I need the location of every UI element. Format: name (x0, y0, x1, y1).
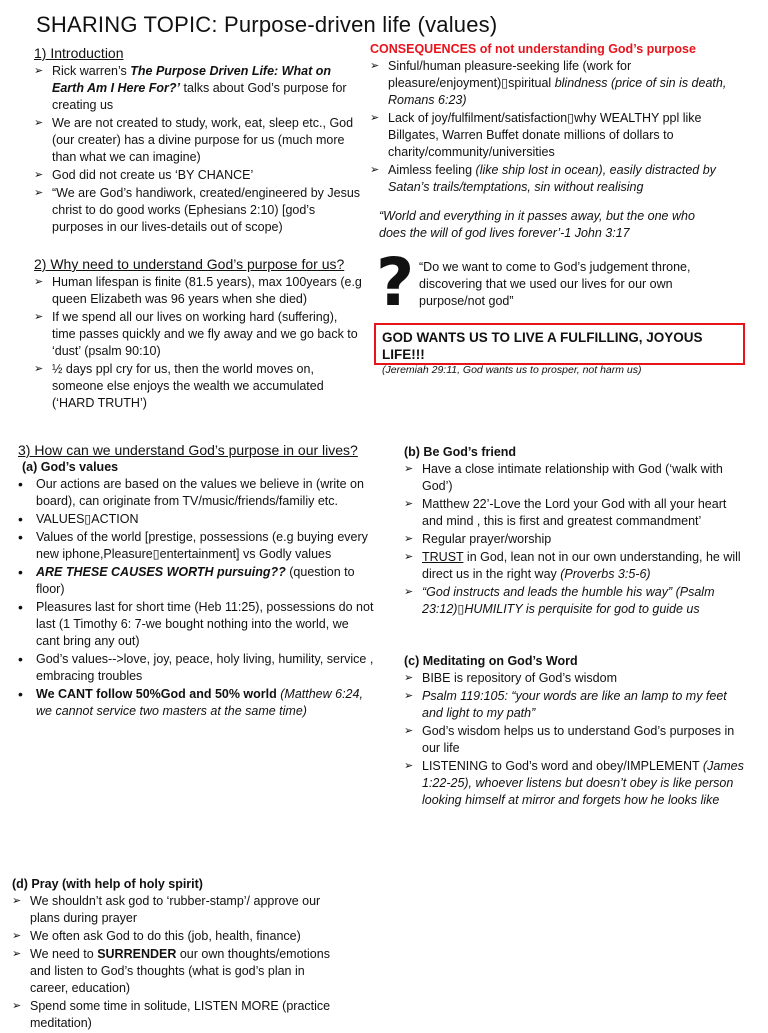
intro-heading: 1) Introduction (34, 45, 124, 61)
bullet-dot-icon: • (18, 564, 23, 580)
judgement-text: “Do we want to come to God’s judgement throne, discovering that we used our lives for our own purpose/not god” (419, 260, 691, 308)
intro-section (34, 45, 364, 237)
arrow-bullet-icon: ➢ (404, 463, 414, 475)
arrow-bullet-icon: ➢ (370, 112, 380, 124)
list-item: ➢ Matthew 22’-Love the Lord your God with all your heart and mind , this is first and greatest commandment’ (404, 497, 727, 528)
arrow-bullet-icon: ➢ (34, 311, 44, 323)
list-item: ➢ God’s wisdom helps us to understand God’s purposes in our life (404, 724, 735, 755)
john-quote: “World and everything in it passes away, but the one who does the will of god lives forever’-1 John 3:17 (379, 209, 695, 240)
bullet-dot-icon: • (18, 476, 23, 492)
arrow-bullet-icon: ➢ (12, 1000, 22, 1012)
pray-section (12, 877, 332, 1033)
pray-list (12, 893, 332, 1032)
list-item: ➢ Psalm 119:105: “your words are like an lamp to my feet and light to my path” (404, 689, 727, 720)
list-item: ➢ Have a close intimate relationship with God (‘walk with God’) (404, 462, 723, 493)
word-list (404, 670, 750, 809)
arrow-bullet-icon: ➢ (34, 169, 44, 181)
bullet-dot-icon: • (18, 599, 23, 615)
intro-list (34, 63, 364, 236)
arrow-bullet-icon: ➢ (404, 725, 414, 737)
arrow-bullet-icon: ➢ (404, 551, 414, 563)
arrow-bullet-icon: ➢ (404, 533, 414, 545)
why-list (34, 274, 364, 412)
list-item: ➢ “We are God’s handiwork, created/engineered by Jesus christ to do good works (Ephesians 2:10) [god’s purposes in our lives-details out of scope) (34, 186, 361, 234)
callout-sub: (Jeremiah 29:11, God wants us to prosper, not harm us) (382, 364, 642, 376)
list-item: ➢ We are not created to study, work, eat, sleep etc., God (our creater) has a divine purpose for us (much more than what we can imagine) (34, 116, 354, 164)
bullet-dot-icon: • (18, 529, 23, 545)
arrow-bullet-icon: ➢ (370, 60, 380, 72)
list-item: ➢ Human lifespan is finite (81.5 years), max 100years (e.g queen Elizabeth was 96 years when she died) (34, 275, 362, 306)
list-item: • We CANT follow 50%God and 50% world (Matthew 6:24, we cannot service two masters at the same time) (18, 686, 363, 718)
list-item: ➢ We need to SURRENDER our own thoughts/emotions and listen to God’s thoughts (what is god’s plan in career, education) (12, 947, 330, 995)
why-heading: 2) Why need to understand God’s purpose for us? (34, 256, 345, 272)
arrow-bullet-icon: ➢ (34, 276, 44, 288)
consequences-section (370, 42, 752, 242)
arrow-bullet-icon: ➢ (34, 65, 44, 77)
bullet-dot-icon: • (18, 511, 23, 527)
pray-heading: (d) Pray (with help of holy spirit) (12, 877, 203, 891)
callout-box (374, 323, 745, 376)
list-item: ➢ Spend some time in solitude, LISTEN MORE (practice meditation) (12, 999, 331, 1030)
list-item: • Our actions are based on the values we believe in (write on board), can originate from TV/music/friends/familiy etc. (18, 476, 364, 508)
friend-list (404, 461, 750, 618)
list-item: ➢ Rick warren’s The Purpose Driven Life: What on Earth Am I Here For?’ talks about God’s purpose for creating us (34, 64, 347, 112)
bullet-dot-icon: • (18, 686, 23, 702)
arrow-bullet-icon: ➢ (34, 117, 44, 129)
values-heading: (a) God’s values (22, 460, 119, 474)
list-item: • Pleasures last for short time (Heb 11:25), possessions do not last (1 Timothy 6: 7-we bought nothing into the world, we cant bring any out) (18, 599, 374, 648)
page-title: SHARING TOPIC: Purpose-driven life (values) (36, 12, 498, 37)
list-item: ➢ We shouldn’t ask god to ‘rubber-stamp’/ approve our plans during prayer (12, 894, 321, 925)
list-item: ➢ We often ask God to do this (job, health, finance) (12, 929, 301, 943)
list-item: ➢ God did not create us ‘BY CHANCE’ (34, 168, 254, 182)
callout-headline: GOD WANTS US TO LIVE A FULFILLING, JOYOUS LIFE!!! (382, 330, 703, 362)
arrow-bullet-icon: ➢ (404, 586, 414, 598)
arrow-bullet-icon: ➢ (404, 690, 414, 702)
consequences-heading: CONSEQUENCES of not understanding God’s purpose (370, 42, 696, 56)
list-item: ➢ LISTENING to God’s word and obey/IMPLEMENT (James 1:22-25), whoever listens but doesn’t obey is like person looking himself at mirror and forgets how he looks like (404, 759, 744, 807)
list-item: ➢ Sinful/human pleasure-seeking life (work for pleasure/enjoyment)▯spiritual blindness (price of sin is death, Romans 6:23) (370, 59, 727, 107)
word-section (404, 654, 750, 810)
word-heading: (c) Meditating on God’s Word (404, 654, 578, 668)
how-section (18, 442, 374, 721)
why-section (34, 256, 364, 413)
arrow-bullet-icon: ➢ (370, 164, 380, 176)
list-item: • VALUES▯ACTION (18, 511, 139, 527)
list-item: • God’s values-->love, joy, peace, holy living, humility, service , embracing troubles (18, 651, 374, 683)
friend-section (404, 445, 750, 619)
arrow-bullet-icon: ➢ (12, 895, 22, 907)
list-item: ➢ Lack of joy/fulfilment/satisfaction▯why WEALTHY ppl like Billgates, Warren Buffet donate millions of dollars to charity/community/universities (370, 111, 702, 159)
question-mark-icon: ? (376, 244, 415, 321)
arrow-bullet-icon: ➢ (404, 672, 414, 684)
arrow-bullet-icon: ➢ (404, 498, 414, 510)
arrow-bullet-icon: ➢ (34, 187, 44, 199)
arrow-bullet-icon: ➢ (12, 930, 22, 942)
bullet-dot-icon: • (18, 651, 23, 667)
consequences-list (370, 58, 752, 196)
values-list (18, 476, 374, 720)
arrow-bullet-icon: ➢ (12, 948, 22, 960)
arrow-bullet-icon: ➢ (34, 363, 44, 375)
list-item: ➢ Aimless feeling (like ship lost in ocean), easily distracted by Satan’s trails/temptations, sin without realising (370, 163, 716, 194)
list-item: ➢ TRUST in God, lean not in our own understanding, he will direct us in the right way (Proverbs 3:5-6) (404, 550, 741, 581)
list-item: • ARE THESE CAUSES WORTH pursuing?? (question to floor) (18, 564, 355, 596)
arrow-bullet-icon: ➢ (404, 760, 414, 772)
friend-heading: (b) Be God’s friend (404, 445, 517, 459)
how-heading: 3) How can we understand God’s purpose in our lives? (18, 442, 358, 458)
list-item: ➢ Regular prayer/worship (404, 532, 552, 546)
list-item: ➢ “God instructs and leads the humble his way” (Psalm 23:12)▯HUMILITY is perquisite for god to guide us (404, 585, 715, 616)
list-item: ➢ BIBE is repository of God’s wisdom (404, 671, 617, 685)
list-item: • Values of the world [prestige, possessions (e.g buying every new iphone,Pleasure▯entertainment] vs Godly values (18, 529, 368, 561)
list-item: ➢ If we spend all our lives on working hard (suffering), time passes quickly and we fly away and we go back to ‘dust’ (psalm 90:10) (34, 310, 358, 358)
list-item: ➢ ½ days ppl cry for us, then the world moves on, someone else enjoys the wealth we accumulated (‘HARD TRUTH’) (34, 362, 324, 410)
